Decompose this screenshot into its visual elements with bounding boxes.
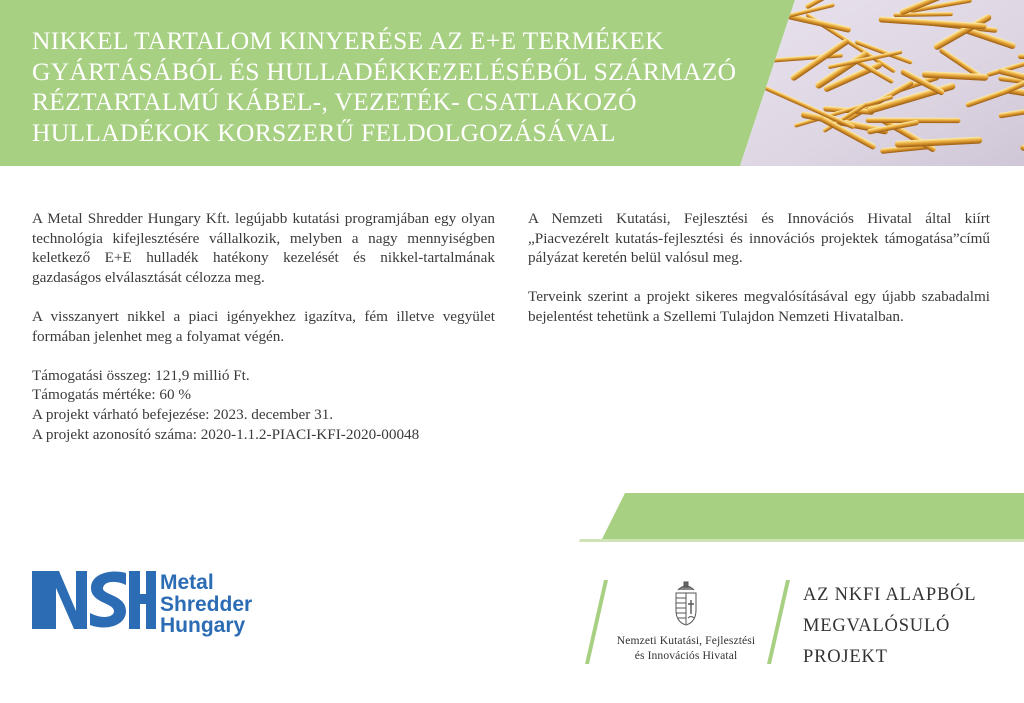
project-facts (32, 366, 495, 444)
left-column (32, 209, 495, 444)
nkfi-name-line-1: Nemzeti Kutatási, Fejlesztési (616, 634, 756, 647)
hungarian-coat-of-arms-icon (672, 580, 700, 626)
company-logo (32, 571, 156, 629)
nickel-paragraph: A visszanyert nikkel a piaci igényekhez igazítva, fém illetve vegyület formában jelenhet meg a folyamat végén. (32, 307, 495, 345)
call-paragraph: A Nemzeti Kutatási, Fejlesztési és Innovációs Hivatal által kiírt „Piacvezérelt kutatás-fejlesztési és innovációs projektek támogatása”című pályázat keretén belül valósul meg. (528, 210, 990, 267)
fund-label-line-3: PROJEKT (803, 647, 888, 667)
bottom-accent-band (0, 489, 1024, 549)
logo-line-shredder: Shredder (160, 592, 253, 616)
right-column (528, 209, 990, 346)
plans-paragraph: Terveink szerint a projekt sikeres megvalósításával egy újabb szabadalmi bejelentést tehetünk a Szellemi Tulajdon Nemzeti Hivatalban. (528, 288, 990, 325)
funding-amount: Támogatási összeg: 121,9 millió Ft. (32, 366, 250, 384)
logo-line-metal: Metal (160, 571, 214, 594)
page-title: NIKKEL TARTALOM KINYERÉSE AZ E+E TERMÉKEK GYÁRTÁSÁBÓL ÉS HULLADÉKKEZELÉSÉBŐL SZÁRMAZÓ RÉZTARTALMÚ KÁBEL-, VEZETÉK- CSATLAKOZÓ HULLADÉKOK KORSZERŰ FELDOLGOZÁSÁVAL (32, 26, 737, 147)
nkfi-office-name (598, 633, 774, 663)
fund-label-line-2: MEGVALÓSULÓ (803, 616, 951, 636)
nkfi-name-line-2: és Innovációs Hivatal (634, 649, 738, 662)
header-banner (0, 0, 1024, 166)
intro-paragraph: A Metal Shredder Hungary Kft. legújabb kutatási programjában egy olyan technológia kifejlesztésére vállalkozik, melyben a nagy mennyiségben keletkező E+E hulladék hatékony kezelését és nikkel-tartalmának gazdaságos elválasztását célozza meg. (32, 210, 495, 286)
company-logo-text (160, 572, 252, 637)
logo-line-hungary: Hungary (160, 614, 246, 637)
funding-rate: Támogatás mértéke: 60 % (32, 386, 191, 404)
project-id: A projekt azonosító száma: 2020-1.1.2-PIACI-KFI-2020-00048 (32, 425, 420, 443)
fund-label-line-1: AZ NKFI ALAPBÓL (803, 585, 977, 605)
fund-label (803, 580, 976, 673)
project-end-date: A projekt várható befejezése: 2023. december 31. (32, 405, 334, 423)
